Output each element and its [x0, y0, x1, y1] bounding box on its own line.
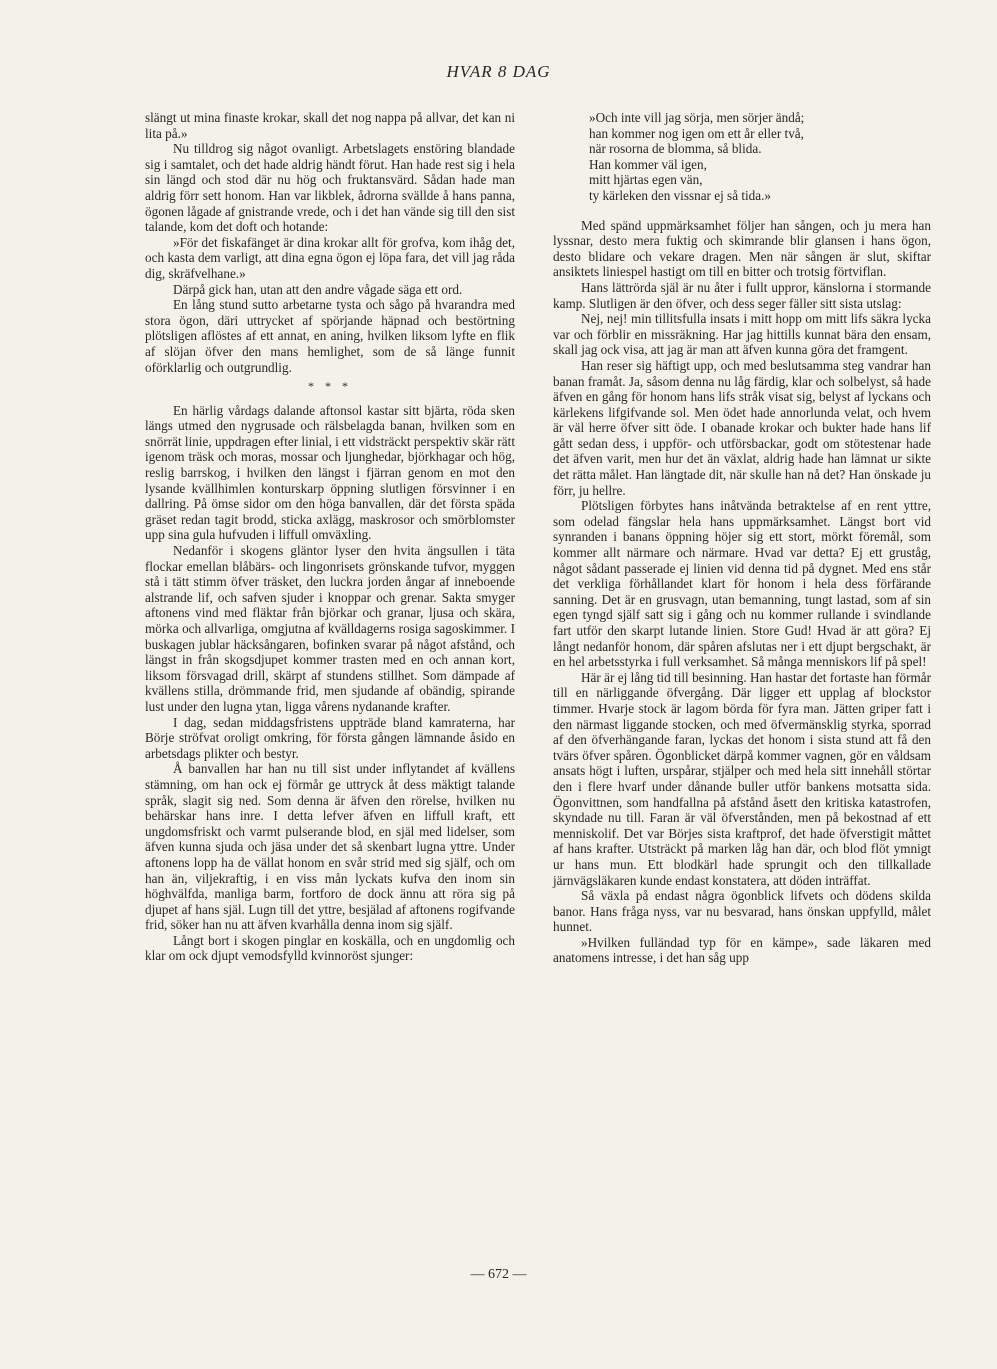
verse-line: ty kärleken den vissnar ej så tida.»: [589, 187, 772, 203]
paragraph: En härlig vårdags dalande aftonsol kastar sitt bjärta, röda sken längs utmed den nygrusade och rälsbelagda banan, hvilken som en snörrät linie, uppdragen efter linial, i ett vidsträckt perspektiv skär rätt igenom träsk och moras, mossar och ljunghedar, björkhagar och hög, reslig barrskog, i hvilken den längst i fjärran genom en mot den lysande kvällhimlen konturskarp öppning slutligen försvinner i en dallring. På ömse sidor om den höga banvallen, där det första späda gräset redan tagit brodd, sticka axlägg, maskrosor och smörblomster upp sina gula hufvuden i liffull omväxling.: [145, 402, 515, 543]
page-number: — 672 —: [470, 1267, 527, 1282]
paragraph: Därpå gick han, utan att den andre vågade säga ett ord.: [173, 281, 463, 297]
paragraph: Å banvallen har han nu till sist under inflytandet af kvällens stämning, om han ock ej förmår ge uttryck åt dess mäktigt talande språk, slagit sig ned. Som denna är äfven den rörelse, hvilken nu behärskar hans inre. I detta lefver äfven en liffull kraft, ett ungdomsfriskt och varmt pulserande blod, en själ med lidelser, som äfven kunna sjuda och jäsa under det så skenbart lugna yttre. Under aftonens lopp ha de vällat honom en svår strid med sig själf, och om han än, viljekraftig, i en viss mån lyckats kufva den inom sin höghvälfda, manliga barm, fortforo de dock ännu att röra sig på djupet af hans själ. Lugn till det yttre, besjälad af aftonens rogifvande frid, söker han nu att äfven kvarhålla denna inom sig själf.: [145, 761, 515, 933]
song-verse: [589, 110, 931, 204]
paragraph: Här är ej lång tid till besinning. Han hastar det fortaste han förmår till en närliggande öfvergång. Där ligger ett upplag af blockstor timmer. Hvarje stock är lagom börda för fyra man. Jätten griper fatt i den närmast liggande stocken, och med öfvermänsklig styrka, sporrad af den öfverhängande faran, lyckas det honom i sista stund att få den tvärs öfver spåren. Ögonblicket därpå kommer vagnen, gör en våldsam ansats högt i luften, urspårar, stjälper och med hela sitt innehåll störtar den i flere hvarf under dånande buller utför bankens motsatta sida. Ögonvittnen, som handfallna på afstånd åsett den kritiska katastrofen, skyndade nu till. Faran är väl öfverstånden, men på bekostnad af ett menniskolif. Det var Börjes sista kraftprof, det hade öfverstigit måttet af hans krafter. Utsträckt på marken låg han där, och blod flöt ymnigt ur hans mun. Ett blodkärl hade sprungit och den tillkallade järnvägsläkaren kunde endast konstatera, att döden inträffat.: [553, 669, 931, 888]
right-column: [553, 110, 931, 966]
paragraph: Hans lättrörda själ är nu åter i fullt uppror, känslorna i stormande kamp. Slutligen är den öfver, och dess seger fäller sitt sista utslag:: [553, 279, 931, 311]
verse-line: när rosorna de blomma, så blida.: [589, 141, 762, 157]
paragraph: Nu tilldrog sig något ovanligt. Arbetslagets enstöring blandade sig i samtalet, och det hade aldrig händt förut. Han hade rest sig i hela sin längd och stod där nu hög och fruktansvärd. Sådan hade man aldrig förr sett honom. Han var likblek, ådrorna svällde å hans panna, ögonen lågade af gnistrande vrede, och i det han vände sig till den sist talande, kom det doft och hotande:: [145, 141, 515, 235]
running-header: HVAR 8 DAG: [446, 62, 551, 81]
verse-line: »Och inte vill jag sörja, men sörjer ändå;: [589, 110, 805, 125]
paragraph: En lång stund sutto arbetarne tysta och sågo på hvarandra med stora ögon, däri uttrycket af spörjande häpnad och bestörtning plötsligen aflöstes af ett annat, en aning, hvilken liksom lyfte en flik af slöjan öfver den mans hemlighet, som de så länge funnit oförklarlig och outgrundlig.: [145, 297, 515, 375]
verse-line: mitt hjärtas egen vän,: [589, 172, 703, 188]
paragraph: Nej, nej! min tillitsfulla insats i mitt hopp om mitt lifs säkra lycka var och förblir en missräkning. Har jag hittills kunnat bära den ensam, skall jag ock visa, att jag är man att äfven kunna göra det framgent.: [553, 311, 931, 358]
paragraph: Nedanför i skogens gläntor lyser den hvita ängsullen i täta flockar emellan blåbärs- och lingonrisets grönskande tufvor, myggen stå i tätt stimm öfver träsket, den luckra jorden ångar af inneboende alstrande lif, och safven sjuder i knoppar och grenar. Sakta smyger aftonens vind med fläktar från björkar och granar, ljusa och skära, mörka och allvarliga, omgjutna af kvälldagerns rosiga sagoskimmer. I buskagen jublar häcksångaren, bofinken svarar på något afstånd, och längst in från skogsdjupet kommer trasten med en och annan kort, liksom försvagad drill, skärpt af stundens stillhet. Som dämpade af kvällens stilla, drömmande frid, men sjudande af obändig, spirande lust under den lugna ytan, ligga vårens nydanande krafter.: [145, 543, 515, 714]
paragraph: Plötsligen förbytes hans inåtvända betraktelse af en rent yttre, som odelad fängslar hela hans uppmärksamhet. Längst bort vid synranden i banans öppning höjer sig ett stort, mörkt föremål, som kommer allt närmare och närmare. Hvad var detta? Ej ett gruståg, något sådant passerade ej linien vid denna tid på dygnet. Med ens står det verkliga förhållandet klart för honom i hela dess förfärande sanning. Det är en grusvagn, utan bemanning, tungt lastad, som af sin egen tyngd själf satt sig i gång och nu kommer rullande i svindlande fart utför den skarpt lutande linien. Store Gud! Hvad är att göra? Ej långt nedanför honom, där spåren afslutas ner i ett djupt bergschakt, är en hel arbetsstyrka i full verksamhet. Så många menniskors lif på spel!: [553, 498, 931, 670]
paragraph: Med spänd uppmärksamhet följer han sången, och ju mera han lyssnar, desto mera fuktig och skimrande blir glansen i hans ögon, desto blidare och vekare dragen. Men när sången är slut, skiftar ansiktets liniespel hastigt om till en bitter och trotsig förtviflan.: [553, 217, 931, 280]
left-column: [145, 110, 515, 964]
paragraph: Han reser sig häftigt upp, och med beslutsamma steg vandrar han banan framåt. Ja, såsom denna nu låg färdig, klar och solbelyst, så hade äfven en gång för honom hans lifs stråk visat sig, belyst af lyckans och kärlekens lifgifvande sol. Men ödet hade annorlunda velat, och hvem är väl herre öfver sitt öde. I obanade krokar och bukter hade hans lif gått sedan dess, i uppför- och utförsbackar, godt om stötestenar hade det äfven varit, men hur det än växlat, aldrig hade han lämnat ur sikte det rätta målet. Han längtade dit, när skulle han nå det? Han önskade ju förr, ju hellre.: [553, 357, 931, 498]
verse-line: han kommer nog igen om ett år eller två,: [589, 125, 804, 141]
section-divider: * * *: [308, 379, 352, 394]
verse-line: Han kommer väl igen,: [589, 156, 707, 172]
paragraph: slängt ut mina finaste krokar, skall det nog nappa på allvar, det kan ni lita på.»: [145, 110, 515, 141]
paragraph: Så växla på endast några ögonblick lifvets och dödens skilda banor. Hans fråga nyss, var nu besvarad, hans önskan uppfylld, målet hunnet.: [553, 888, 931, 935]
paragraph: Långt bort i skogen pinglar en koskälla, och en ungdomlig och klar om ock djupt vemodsfylld kvinnoröst sjunger:: [145, 932, 515, 964]
paragraph: »För det fiskafänget är dina krokar allt för grofva, kom ihåg det, och kasta dem varligt, att dina egna ögon ej löpa fara, det vill jag råda dig, skräfvelhane.»: [145, 234, 515, 281]
paragraph: I dag, sedan middagsfristens uppträde bland kamraterna, har Börje ströfvat oroligt omkring, för första gången lämnande åsido en arbetsdags plikter och bestyr.: [145, 714, 515, 761]
paragraph: »Hvilken fulländad typ för en kämpe», sade läkaren med anatomens intresse, i det han såg upp: [553, 934, 931, 966]
